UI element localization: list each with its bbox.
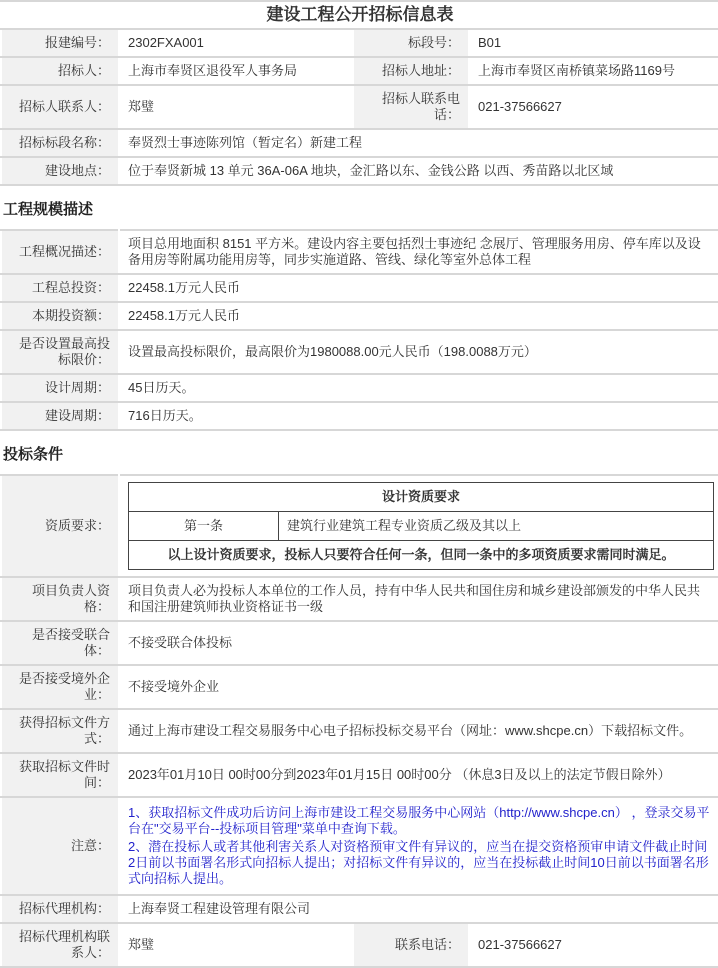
notice-item-1: 1、获取招标文件成功后访问上海市建设工程交易服务中心网站（http://www.shcpe.cn） ，登录交易平台在"交易平台--投标项目管理"菜单中查询下载。 (128, 805, 710, 836)
current-investment-value: 22458.1万元人民币 (119, 302, 718, 330)
design-period-label: 设计周期： (1, 374, 119, 402)
section-heading-bid-conditions: 投标条件 (3, 446, 64, 463)
tenderee-address-value: 上海市奉贤区南桥镇菜场路1169号 (469, 57, 718, 85)
table-row (129, 483, 714, 512)
foreign-enterprise-value: 不接受境外企业 (119, 665, 718, 709)
qualification-table-header: 设计资质要求 (129, 483, 714, 512)
table-row (1, 709, 718, 753)
project-manager-label: 项目负责人资格： (1, 577, 119, 621)
consortium-value: 不接受联合体投标 (119, 621, 718, 665)
basic-info-table (0, 0, 718, 186)
table-row (1, 302, 718, 330)
table-row (1, 923, 718, 967)
table-row (1, 402, 718, 430)
table-row (1, 374, 718, 402)
tenderee-phone-label: 招标人联系电话： (353, 85, 469, 129)
agency-phone-label: 联系电话： (353, 923, 469, 967)
build-period-label: 建设周期： (1, 402, 119, 430)
doc-obtain-time-value: 2023年01月10日 00时00分到2023年01月15日 00时00分 （休息3日及以上的法定节假日除外） (119, 753, 718, 797)
doc-obtain-time-label: 获取招标文件时间： (1, 753, 119, 797)
qualification-value (119, 475, 718, 577)
qualification-item-no: 第一条 (129, 512, 279, 541)
table-row (129, 541, 714, 570)
table-row (1, 577, 718, 621)
qualification-item-text: 建筑行业建筑工程专业资质乙级及其以上 (279, 512, 714, 541)
page-title: 建设工程公开招标信息表 (1, 1, 718, 29)
tenderee-address-label: 招标人地址： (353, 57, 469, 85)
section-no-value: B01 (469, 29, 718, 57)
table-row (1, 475, 718, 577)
design-period-value: 45日历天。 (119, 374, 718, 402)
total-investment-value: 22458.1万元人民币 (119, 274, 718, 302)
design-qualification-table (128, 482, 714, 570)
tenderee-contact-label: 招标人联系人： (1, 85, 119, 129)
table-row (1, 330, 718, 374)
report-no-label: 报建编号： (1, 29, 119, 57)
bid-conditions-table (0, 474, 718, 968)
project-overview-value: 项目总用地面积 8151 平方米。建设内容主要包括烈士事迹纪 念展厅、管理服务用房、停车库以及设备用房等附属功能用房等，同步实施道路、管线、绿化等室外总体工程 (119, 230, 718, 274)
current-investment-label: 本期投资额： (1, 302, 119, 330)
notice-value (119, 797, 718, 895)
agency-contact-value: 郑璧 (119, 923, 353, 967)
tenderee-phone-value: 021-37566627 (469, 85, 718, 129)
notice-item-2: 2、潜在投标人或者其他利害关系人对资格预审文件有异议的，应当在提交资格预审申请文件截止时间2日前以书面署名形式向招标人提出；对招标文件有异议的，应当在投标截止时间10日前以书面署名形式向招标人提出。 (128, 839, 709, 886)
bid-section-name-label: 招标标段名称： (1, 129, 119, 157)
price-cap-label: 是否设置最高投标限价： (1, 330, 119, 374)
project-manager-value: 项目负责人必为投标人本单位的工作人员，持有中华人民共和国住房和城乡建设部颁发的中华人民共和国注册建筑师执业资格证书一级 (119, 577, 718, 621)
consortium-label: 是否接受联合体： (1, 621, 119, 665)
tenderee-contact-value: 郑璧 (119, 85, 353, 129)
table-row (129, 512, 714, 541)
table-row (1, 230, 718, 274)
table-row (1, 797, 718, 895)
table-row (1, 621, 718, 665)
doc-obtain-method-value: 通过上海市建设工程交易服务中心电子招标投标交易平台（网址：www.shcpe.cn）下载招标文件。 (119, 709, 718, 753)
section-no-label: 标段号： (353, 29, 469, 57)
qualification-table-footer: 以上设计资质要求，投标人只要符合任何一条，但同一条中的多项资质要求需同时满足。 (129, 541, 714, 570)
table-row (1, 753, 718, 797)
agency-phone-value: 021-37566627 (469, 923, 718, 967)
table-row (1, 895, 718, 923)
price-cap-value: 设置最高投标限价，最高限价为1980088.00元人民币（198.0088万元） (119, 330, 718, 374)
project-scale-table (0, 229, 718, 431)
report-no-value: 2302FXA001 (119, 29, 353, 57)
table-row (1, 57, 718, 85)
project-overview-label: 工程概况描述： (1, 230, 119, 274)
total-investment-label: 工程总投资： (1, 274, 119, 302)
table-row (1, 129, 718, 157)
notice-label: 注意： (1, 797, 119, 895)
agency-contact-label: 招标代理机构联系人： (1, 923, 119, 967)
location-label: 建设地点： (1, 157, 119, 185)
bid-section-name-value: 奉贤烈士事迹陈列馆（暂定名）新建工程 (119, 129, 718, 157)
build-period-value: 716日历天。 (119, 402, 718, 430)
tenderee-label: 招标人： (1, 57, 119, 85)
title-row (1, 1, 718, 29)
location-value: 位于奉贤新城 13 单元 36A-06A 地块，金汇路以东、金钱公路 以西、秀苗路以北区域 (119, 157, 718, 185)
table-row (1, 665, 718, 709)
tenderee-value: 上海市奉贤区退役军人事务局 (119, 57, 353, 85)
table-row (1, 85, 718, 129)
table-row (1, 157, 718, 185)
qualification-label: 资质要求： (1, 475, 119, 577)
table-row (1, 274, 718, 302)
agency-label: 招标代理机构： (1, 895, 119, 923)
table-row (1, 29, 718, 57)
doc-obtain-method-label: 获得招标文件方式： (1, 709, 119, 753)
foreign-enterprise-label: 是否接受境外企业： (1, 665, 119, 709)
agency-value: 上海奉贤工程建设管理有限公司 (119, 895, 718, 923)
section-heading-project-scale: 工程规模描述 (3, 201, 94, 218)
